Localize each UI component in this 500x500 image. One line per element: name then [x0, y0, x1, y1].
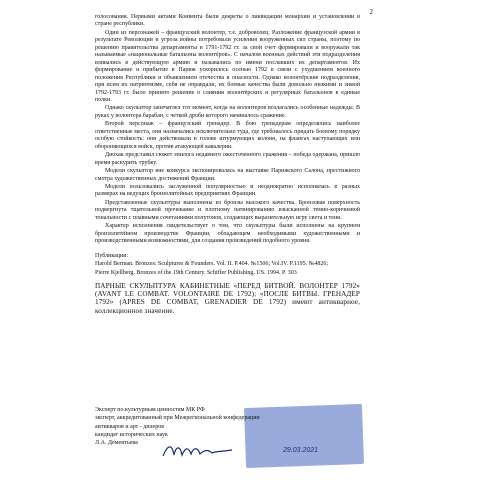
- paragraph: Характер исполнения свидетельствует о том, что скульптуры были исполнены на крупном бронзолитейном производстве Франции, обладающем необходимыми художественными и производственными возможностями, для создания произведений подобного уровня.: [95, 223, 360, 245]
- publications-heading: Публикации:: [95, 252, 129, 259]
- paragraph: Однако скульптор запечатлел тот момент, когда на волонтеров возлагались особенные надежды. В руках у волонтера барабан, с четкой дроби которого начиналось сражение.: [95, 105, 360, 119]
- page-number: 2: [369, 8, 373, 16]
- signer-line: эксперт, аккредитованный при Межрегиональной конфедерации: [95, 415, 260, 422]
- paragraph: Один из персонажей – французский волонтер, т.е. доброволец. Разложение французской армии в результате Революции и угроза войны потребовали усиления вооруженных сил страны, поэтому по решению правительства департаменты в 1791-1792 гг. за свой счет формировали и вооружали так называемые «национальные батальоны волонтёров». С началом военных действий эти подразделения вливались в действующую армию и назывались по имени пославших их департаментов. Их формирование и прибытие в Париж ускорилось осенью 1792 в связи с ухудшением военного положения Республики и объявлением отечества в опасности. Однако волонтёрские подразделения, при всем их патриотизме, себя не оправдали, их боевые качества были довольно низкими и зимой 1792-1793 гг. было принято решение о слиянии волонтёрских и регулярных батальонов в единые полки.: [95, 29, 360, 103]
- stamp-date: 29.03.2021: [283, 447, 319, 454]
- signer-name: Л.А. Дементьева: [95, 440, 138, 447]
- publication-item: Pierre Kjellberg. Bronzes of the 19th Century. Schiffer Publishing. US. 1994. P. 303: [95, 269, 297, 276]
- signer-line: Эксперт по культурным ценностям МК РФ: [95, 407, 205, 413]
- signer-line: антикваров и арт - дилеров: [95, 423, 165, 430]
- document-body: [95, 14, 360, 316]
- handwritten-signature: [160, 440, 235, 462]
- signer-line: кандидат исторических наук: [95, 431, 168, 438]
- conclusion-text: ПАРНЫЕ СКУЛЬПТУРА КАБИНЕТНЫЕ «ПЕРЕД БИТВОЙ. ВОЛОНТЕР 1792» (AVANT LE COMBAT. VOLONTAIRE DE 1792); «ПОСЛЕ БИТВЫ. ГРЕНАДЕР 1792» (APRES DE COMBAT, GRENADIER DE 1792) имеют антикварное, коллекционное значение.: [95, 281, 360, 315]
- publication-item: Harold Berman. Bronzes: Sculptures & Founders. Vol. II. P.404. №1506; Vol.IV. P.1195. №4826;: [95, 261, 329, 268]
- paragraph: голосования. Первыми актами Конвента были декреты о ликвидации монархии и установлении в стране республики.: [95, 14, 360, 28]
- paragraph: Представленные скульптуры выполнены из бронзы высокого качества. Бронзовая поверхность подвергнута тщательной прочеканке и плотному патинированию изысканной темно-коричневой тональности с плавными сочетаниями полутонов, создающих выразительную игру света и тени.: [95, 199, 360, 221]
- paragraph: Модели скульптор вне конкурса экспонировалась на выставке Парижского Салона, престижного смотра художественных достижений Франции.: [95, 168, 360, 182]
- paragraph: Модели пользовались заслуженной популярностью и неоднократно исполнялась в разных размерах на ведущих бронзолитейных предприятиях Франции.: [95, 183, 360, 198]
- paragraph: Диохак представил сюжет эпилога недавнего ожесточенного сражения – победа одержана, пришло время раскурить трубку.: [95, 152, 360, 166]
- paragraph: Второй персонаж – французский гренадер. В бою гренадерам определялись наиболее ответственные места, они назначались исключительно туда, где требовалось придать боевому порядку особую стойкость: они действовали в голове штурмующих колонн, на флангах наступающих или обороняющихся войск, против атакующей кавалерии.: [95, 121, 360, 150]
